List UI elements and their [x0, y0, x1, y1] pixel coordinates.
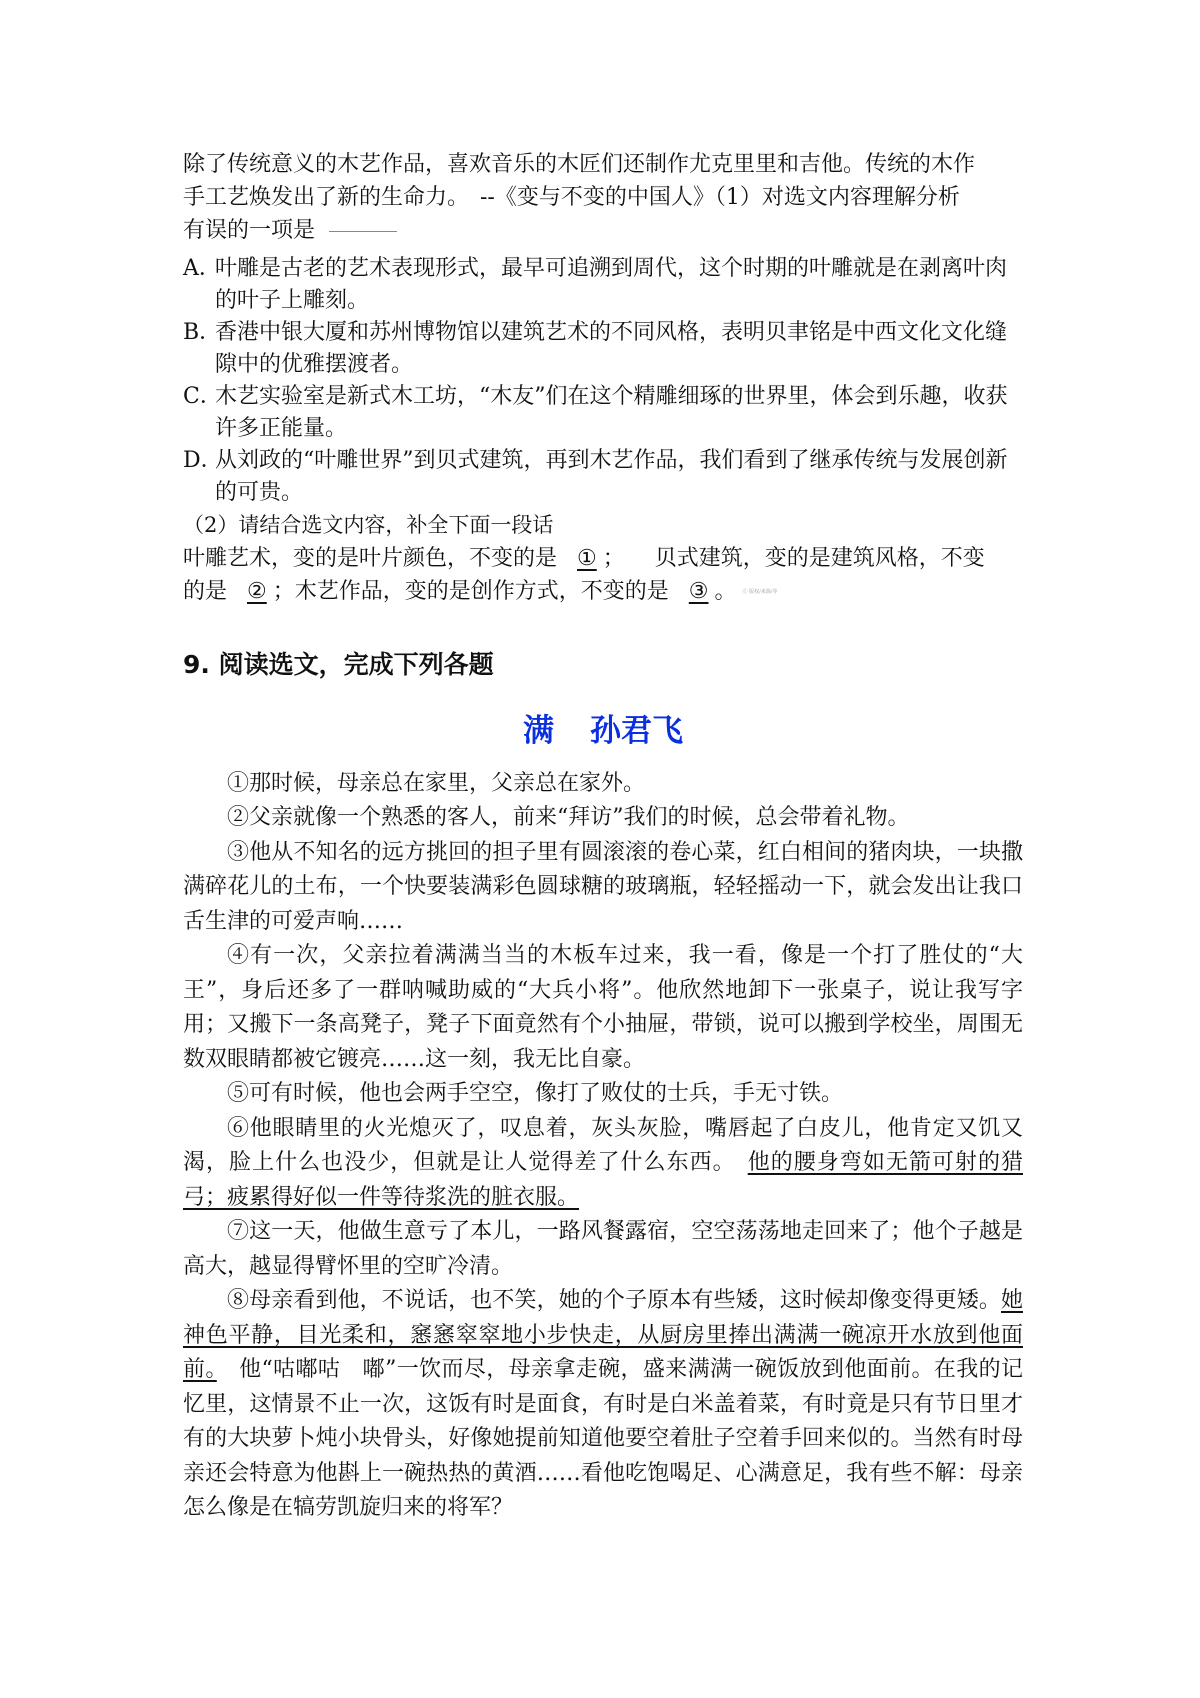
option-b — [183, 317, 1023, 381]
fill-text-2: ； — [602, 546, 625, 571]
document-page — [183, 148, 1023, 1526]
option-d-text: 从刘政的“叶雕世界”到贝式建筑，再到木艺作品，我们看到了继承传统与发展创新的可贵。 — [215, 448, 1008, 505]
fill-text-3: 贝式建筑，变的是建筑风格，不变 — [654, 546, 985, 571]
question-9-title: 9. 阅读选文，完成下列各题 — [183, 649, 494, 679]
option-d — [183, 445, 1023, 509]
option-d-key: D． — [183, 448, 223, 473]
essay-paragraph-7: ⑦这一天，他做生意亏了本儿，一路风餐露宿，空空荡荡地走回来了；他个子越是高大，越显得臂怀里的空旷冷清。 — [183, 1219, 1023, 1279]
question-stem: 有误的一项是 — [183, 218, 316, 243]
option-c-text: 木艺实验室是新式木工坊，“木友”们在这个精雕细琢的世界里，体会到乐趣，收获许多正能量。 — [215, 384, 1008, 441]
intro-line-2: 手工艺焕发出了新的生命力。 --《变与不变的中国人》（1）对选文内容理解分析 — [183, 185, 960, 210]
fill-text-1: 叶雕艺术，变的是叶片颜色，不变的是 — [183, 546, 558, 571]
answer-blank — [329, 230, 397, 232]
fill-line-1 — [183, 542, 1023, 575]
fill-text-6: 。 — [714, 579, 737, 604]
essay-paragraph-6 — [183, 1112, 1023, 1216]
paragraph-8-text-a: ⑧母亲看到他，不说话，也不笑，她的个子原本有些矮，这时候却像变得更矮。 — [227, 1288, 1001, 1313]
essay-paragraph-2: ②父亲就像一个熟悉的客人，前来“拜访”我们的时候，总会带着礼物。 — [227, 805, 910, 830]
fill-text-4: 的是 — [183, 579, 228, 604]
paragraph-8-text-b: 他“咕嘟咕 嘟”一饮而尽，母亲拿走碗，盛来满满一碗饭放到他面前。在我的记忆里，这情景不止一次，这饭有时是面食，有时是白米盖着菜，有时竟是只有节日里才有的大块萝卜炖小块骨头，好像她提前知道他要空着肚子空着手回来似的。当然有时母亲还会特意为他斟上一碗热热的黄酒……看他吃饱喝足、心满意足，我有些不解：母亲怎么像是在犒劳凯旋归来的将军？ — [183, 1357, 1023, 1520]
fill-line-2 — [183, 575, 1023, 609]
fill-text-5: ；木艺作品，变的是创作方式，不变的是 — [272, 579, 669, 604]
blank-mark-3: ③ — [688, 579, 709, 604]
intro-line-3 — [183, 214, 1023, 247]
essay-paragraph-3: ③他从不知名的远方挑回的担子里有圆滚滚的卷心菜，红白相间的猪肉块，一块撒满碎花儿的土布，一个快要装满彩色圆球糖的玻璃瓶，轻轻摇动一下，就会发出让我口舌生津的可爱声响…… — [183, 839, 1023, 934]
essay-paragraph-5: ⑤可有时候，他也会两手空空，像打了败仗的士兵，手无寸铁。 — [227, 1081, 844, 1106]
paragraph-6-text: ⑥他眼睛里的火光熄灭了，叹息着，灰头灰脸，嘴唇起了白皮儿，他肯定又饥又渴，脸上什么也没少，但就是让人觉得差了什么东西。 — [183, 1115, 1023, 1175]
essay-paragraph-4: ④有一次，父亲拉着满满当当的木板车过来，我一看，像是一个打了胜仗的“大王”，身后还多了一群呐喊助威的“大兵小将”。他欣然地卸下一张桌子，说让我写字用；又搬下一条高凳子，凳子下面竟然有个小抽屉，带锁，说可以搬到学校坐，周围无数双眼睛都被它镀亮……这一刻，我无比自豪。 — [183, 943, 1023, 1072]
essay-paragraph-8 — [183, 1284, 1023, 1526]
paragraph-8-underlined: 她神色平静，目光柔和，窸窸窣窣地小步快走，从厨房里捧出满满一碗凉开水放到他面前。 — [183, 1288, 1023, 1382]
essay-title — [183, 711, 1023, 751]
blank-mark-1: ① — [577, 546, 597, 571]
essay-author: 孙君飞 — [590, 712, 683, 749]
option-b-text: 香港中银大厦和苏州博物馆以建筑艺术的不同风格，表明贝聿铭是中西文化文化缝隙中的优雅摆渡者。 — [215, 320, 1008, 377]
option-a-key: A． — [183, 256, 221, 281]
option-b-key: B． — [183, 320, 222, 345]
options-list — [183, 253, 1023, 509]
essay-title-text: 满 — [523, 712, 554, 749]
option-a-text: 叶雕是古老的艺术表现形式，最早可追溯到周代，这个时期的叶雕就是在剥离叶肉的叶子上雕刻。 — [215, 256, 1008, 313]
option-c-key: C． — [183, 384, 222, 409]
tiny-watermark-note: Ⓒ 版权/来源/等 — [742, 588, 778, 595]
option-a — [183, 253, 1023, 317]
part2-prompt: （2）请结合选文内容，补全下面一段话 — [183, 513, 554, 537]
essay-paragraph-1: ①那时候，母亲总在家里，父亲总在家外。 — [227, 770, 646, 796]
intro-line-1: 除了传统意义的木艺作品，喜欢音乐的木匠们还制作尤克里里和吉他。传统的木作 — [183, 152, 976, 177]
option-c — [183, 381, 1023, 445]
paragraph-6-underlined: 他的腰身弯如无箭可射的猎弓；疲累得好似一件等待浆洗的脏衣服。 — [183, 1150, 1023, 1210]
blank-mark-2: ② — [247, 579, 267, 604]
